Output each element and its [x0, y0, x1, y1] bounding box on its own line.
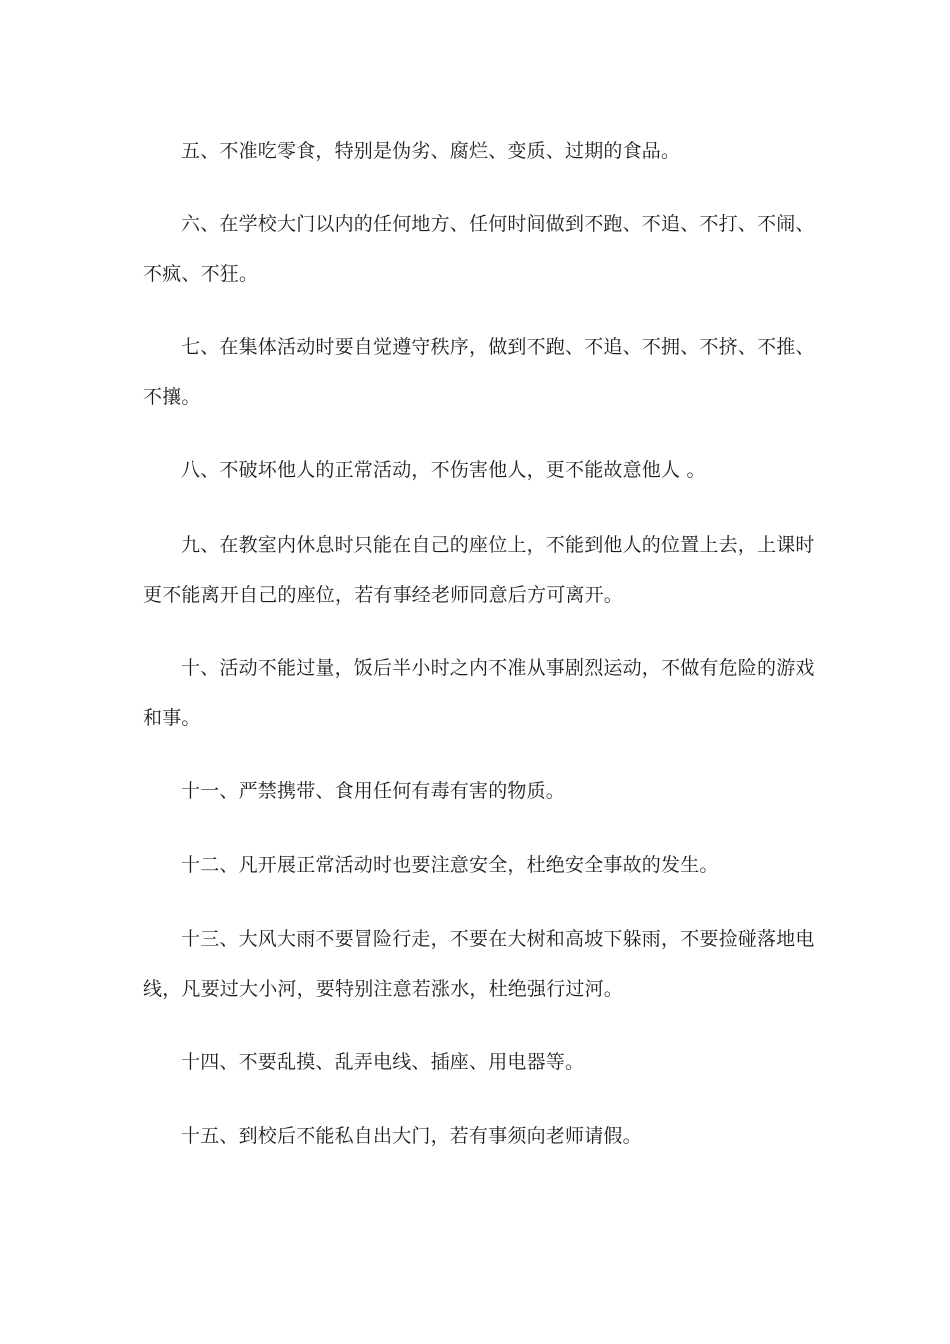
rule-11-paragraph: 十一、严禁携带、食用任何有毒有害的物质。 [181, 780, 566, 802]
rule-6-paragraph: 六、在学校大门以内的任何地方、任何时间做到不跑、不追、不打、不闹、不疯、不狂。 [143, 213, 815, 285]
rule-5-paragraph: 五、不准吃零食，特别是伪劣、腐烂、变质、过期的食品。 [181, 140, 681, 162]
rule-13-paragraph: 十三、大风大雨不要冒险行走，不要在大树和高坡下躲雨，不要捡碰落地电线，凡要过大小河，要特别注意若涨水，杜绝强行过河。 [143, 928, 815, 1000]
rule-12-paragraph: 十二、凡开展正常活动时也要注意安全，杜绝安全事故的发生。 [181, 854, 719, 876]
rule-10-paragraph: 十、活动不能过量，饭后半小时之内不准从事剧烈运动，不做有危险的游戏和事。 [143, 657, 815, 729]
rule-8-paragraph: 八、不破坏他人的正常活动，不伤害他人，更不能故意他人 。 [181, 459, 706, 481]
rule-15-paragraph: 十五、到校后不能私自出大门，若有事须向老师请假。 [181, 1125, 642, 1147]
rule-14-paragraph: 十四、不要乱摸、乱弄电线、插座、用电器等。 [181, 1051, 585, 1073]
rule-7-paragraph: 七、在集体活动时要自觉遵守秩序，做到不跑、不追、不拥、不挤、不推、不攘。 [143, 336, 815, 408]
rule-9-paragraph: 九、在教室内休息时只能在自己的座位上，不能到他人的位置上去，上课时更不能离开自己的座位，若有事经老师同意后方可离开。 [143, 534, 815, 606]
